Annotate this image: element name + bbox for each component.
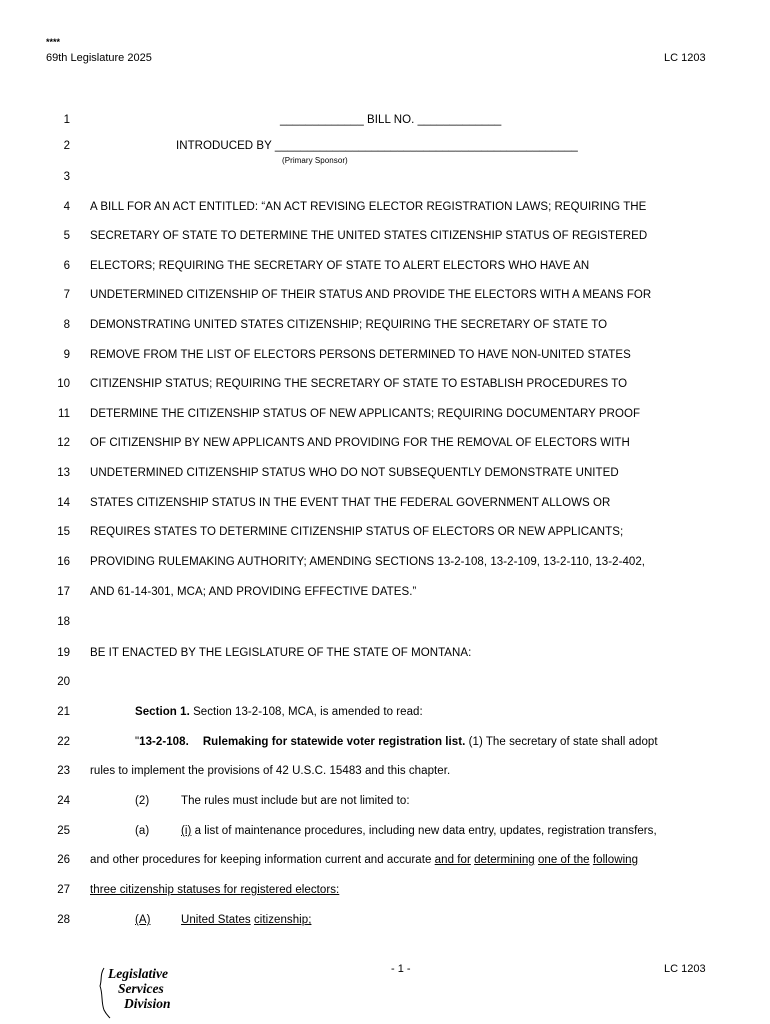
- line-number: 27: [57, 884, 70, 896]
- title-line: AND 61-14-301, MCA; AND PROVIDING EFFECTIVE DATES.”: [90, 586, 417, 598]
- legislature-session: 69th Legislature 2025: [46, 52, 152, 64]
- line-number: 16: [57, 556, 70, 568]
- statute-line-27: three citizenship statuses for registered electors:: [90, 884, 340, 896]
- title-line: A BILL FOR AN ACT ENTITLED: “AN ACT REVISING ELECTOR REGISTRATION LAWS; REQUIRING THE: [90, 201, 647, 213]
- inserted-i: (i): [181, 825, 192, 837]
- title-line: REQUIRES STATES TO DETERMINE CITIZENSHIP STATUS OF ELECTORS OR NEW APPLICANTS;: [90, 526, 624, 538]
- section-1-heading: Section 1.: [135, 706, 190, 718]
- line-number: 20: [57, 676, 70, 688]
- page-number: - 1 -: [391, 963, 411, 975]
- line-number: 23: [57, 765, 70, 777]
- line-number: 26: [57, 854, 70, 866]
- header-stars: ****: [46, 37, 61, 47]
- logo-line-2: Services: [118, 981, 164, 996]
- lsd-logo: [104, 966, 171, 1011]
- open-quote: ": [135, 736, 140, 748]
- lc-number-footer: LC 1203: [664, 963, 706, 975]
- line-number: 22: [57, 736, 70, 748]
- line-number: 28: [57, 914, 70, 926]
- line-number: 17: [57, 586, 70, 598]
- title-line: UNDETERMINED CITIZENSHIP OF THEIR STATUS AND PROVIDE THE ELECTORS WITH A MEANS FOR: [90, 289, 652, 301]
- title-line: OF CITIZENSHIP BY NEW APPLICANTS AND PROVIDING FOR THE REMOVAL OF ELECTORS WITH: [90, 437, 630, 449]
- title-line: REMOVE FROM THE LIST OF ELECTORS PERSONS DETERMINED TO HAVE NON-UNITED STATES: [90, 349, 631, 361]
- sponsor-blank: _______________________________________________: [274, 140, 578, 152]
- line-number: 2: [63, 140, 70, 152]
- subsection-A-num: [135, 914, 181, 926]
- line-number: 10: [57, 378, 70, 390]
- bill-number-blank-left: _____________: [280, 114, 364, 126]
- line-26-text: and other procedures for keeping information current and accurate: [90, 854, 435, 866]
- title-line: STATES CITIZENSHIP STATUS IN THE EVENT THAT THE FEDERAL GOVERNMENT ALLOWS OR: [90, 497, 611, 509]
- logo-bracket-icon: [98, 966, 112, 1020]
- line-number: 3: [63, 171, 70, 183]
- bill-no-label: BILL NO.: [363, 114, 418, 126]
- subsection-2-num: (2): [135, 795, 150, 807]
- section-1-intro: [135, 706, 423, 718]
- subsection-a-num: (a): [135, 825, 150, 837]
- statute-line-23: rules to implement the provisions of 42 U.S.C. 15483 and this chapter.: [90, 765, 451, 777]
- logo-line-3: Division: [124, 996, 171, 1011]
- introduced-by-label: INTRODUCED BY: [176, 140, 275, 152]
- line-number: 1: [63, 114, 70, 126]
- inserted-one-of-the: one of the: [537, 854, 590, 866]
- citizenship-text: citizenship;: [253, 914, 312, 926]
- subsection-a-body: a list of maintenance procedures, including new data entry, updates, registration transfers,: [191, 825, 657, 837]
- statute-subsection-1: (1) The secretary of state shall adopt: [465, 736, 658, 748]
- line-number: 6: [63, 260, 70, 272]
- subsection-2-text: The rules must include but are not limited to:: [181, 795, 410, 807]
- bill-number-line: [280, 114, 501, 126]
- line-number: 24: [57, 795, 70, 807]
- title-line: DEMONSTRATING UNITED STATES CITIZENSHIP; REQUIRING THE SECRETARY OF STATE TO: [90, 319, 608, 331]
- line-number: 13: [57, 467, 70, 479]
- enacting-clause: BE IT ENACTED BY THE LEGISLATURE OF THE STATE OF MONTANA:: [90, 647, 472, 659]
- statute-line-26: [90, 854, 638, 866]
- introduced-by-line: [176, 140, 578, 152]
- line-number: 14: [57, 497, 70, 509]
- statute-heading-line: [135, 736, 658, 748]
- bill-number-blank-right: _____________: [417, 114, 502, 126]
- title-line: ELECTORS; REQUIRING THE SECRETARY OF STATE TO ALERT ELECTORS WHO HAVE AN: [90, 260, 590, 272]
- line-number: 19: [57, 647, 70, 659]
- subsection-A-text: [181, 914, 311, 926]
- line-number: 12: [57, 437, 70, 449]
- section-1-text: Section 13-2-108, MCA, is amended to read:: [189, 706, 423, 718]
- logo-line-1: Legislative: [108, 966, 168, 981]
- us-text: United States: [181, 914, 251, 926]
- title-line: CITIZENSHIP STATUS; REQUIRING THE SECRETARY OF STATE TO ESTABLISH PROCEDURES TO: [90, 378, 628, 390]
- line-number: 18: [57, 616, 70, 628]
- line-number: 7: [63, 289, 70, 301]
- title-line: PROVIDING RULEMAKING AUTHORITY; AMENDING SECTIONS 13-2-108, 13-2-109, 13-2-110, 13-2-402,: [90, 556, 646, 568]
- line-number: 25: [57, 825, 70, 837]
- statute-section-number: 13-2-108.: [139, 736, 189, 748]
- primary-sponsor-note: (Primary Sponsor): [282, 156, 348, 165]
- inserted-determining: determining: [474, 854, 535, 866]
- subsection-a-text: [181, 825, 657, 837]
- title-line: DETERMINE THE CITIZENSHIP STATUS OF NEW APPLICANTS; REQUIRING DOCUMENTARY PROOF: [90, 408, 641, 420]
- line-number: 4: [63, 201, 70, 213]
- line-number: 8: [63, 319, 70, 331]
- line-number: 5: [63, 230, 70, 242]
- title-line: SECRETARY OF STATE TO DETERMINE THE UNITED STATES CITIZENSHIP STATUS OF REGISTERED: [90, 230, 648, 242]
- line-number: 21: [57, 706, 70, 718]
- statute-catchline: Rulemaking for statewide voter registration list.: [202, 736, 466, 748]
- line-number: 9: [63, 349, 70, 361]
- subsection-A-label: (A): [135, 914, 151, 926]
- line-number: 15: [57, 526, 70, 538]
- inserted-following: following: [592, 854, 639, 866]
- lc-number-header: LC 1203: [664, 52, 706, 64]
- line-number: 11: [58, 408, 70, 420]
- inserted-and-for: and for: [434, 854, 471, 866]
- title-line: UNDETERMINED CITIZENSHIP STATUS WHO DO NOT SUBSEQUENTLY DEMONSTRATE UNITED: [90, 467, 619, 479]
